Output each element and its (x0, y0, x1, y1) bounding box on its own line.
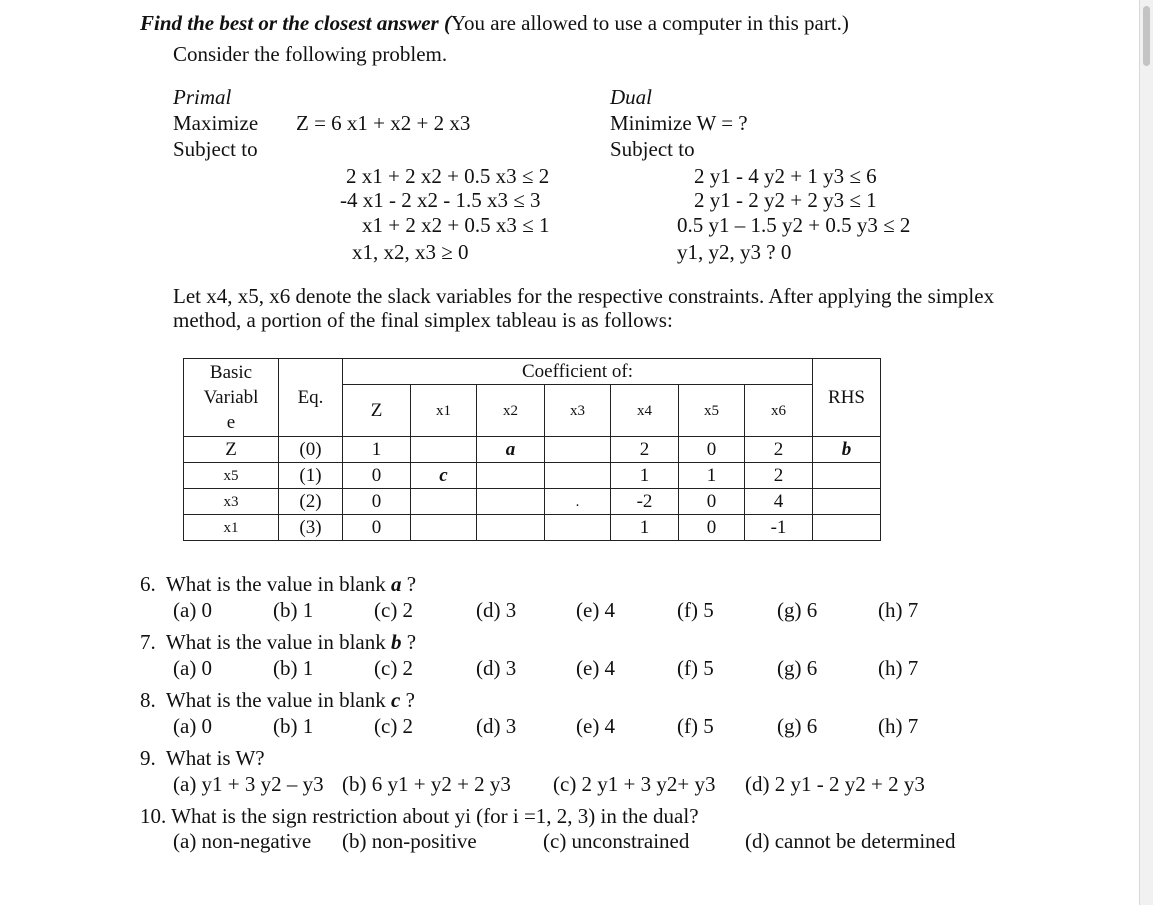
col-header-x6: x6 (745, 385, 813, 437)
option: (f) 5 (677, 598, 714, 622)
slack-text-line: method, a portion of the final simplex tableau is as follows: (173, 308, 673, 332)
dual-constraint: 2 y1 - 4 y2 + 1 y3 ≤ 6 (694, 164, 877, 188)
option: (a) y1 + 3 y2 – y3 (173, 772, 324, 796)
blank-c: c (411, 463, 477, 489)
basic-variable-header: Basic Variabl e (184, 359, 279, 437)
option: (a) 0 (173, 598, 213, 622)
option: (d) 3 (476, 656, 517, 680)
rhs-header: RHS (813, 359, 881, 437)
option: (c) 2 (374, 714, 414, 738)
option: (c) 2 (374, 656, 414, 680)
eq-header: Eq. (279, 359, 343, 437)
col-header-z: Z (343, 385, 411, 437)
option: (g) 6 (777, 714, 818, 738)
primal-subject-to: Subject to (173, 137, 258, 161)
option: (d) cannot be determined (745, 829, 956, 853)
option: (a) 0 (173, 714, 213, 738)
question-6: 6. What is the value in blank a ? (140, 572, 417, 596)
dual-subject-to: Subject to (610, 137, 695, 161)
option: (d) 3 (476, 598, 517, 622)
option: (g) 6 (777, 598, 818, 622)
option: (a) non-negative (173, 829, 312, 853)
col-header-x1: x1 (411, 385, 477, 437)
dual-label: Dual (610, 85, 652, 109)
primal-label: Primal (173, 85, 232, 109)
option: (c) 2 (374, 598, 414, 622)
scrollbar-thumb[interactable] (1143, 6, 1150, 66)
question-8: 8. What is the value in blank c ? (140, 688, 415, 712)
table-row: x1 (3) 0 1 0 -1 (184, 515, 881, 541)
primal-objective: Z = 6 x1 + x2 + 2 x3 (296, 111, 471, 135)
table-row: Z (0) 1 a 2 0 2 b (184, 437, 881, 463)
option: (b) 1 (273, 598, 314, 622)
question-9: 9. What is W? (140, 746, 265, 770)
instruction-bold: Find the best or the closest answer ( (140, 11, 451, 35)
primal-constraint: x1 + 2 x2 + 0.5 x3 ≤ 1 (362, 213, 550, 237)
blank-a: a (477, 437, 545, 463)
instruction-line (140, 11, 849, 35)
option: (b) non-positive (342, 829, 477, 853)
option: (f) 5 (677, 714, 714, 738)
option: (d) 3 (476, 714, 517, 738)
dual-constraint: 2 y1 - 2 y2 + 2 y3 ≤ 1 (694, 188, 877, 212)
intro-text: Consider the following problem. (173, 42, 448, 66)
option: (a) 0 (173, 656, 213, 680)
slack-text-line: Let x4, x5, x6 denote the slack variables for the respective constraints. After applying the simplex (173, 284, 995, 308)
vertical-scrollbar[interactable] (1139, 0, 1153, 905)
instruction-rest: You are allowed to use a computer in this part.) (450, 11, 849, 35)
option: (h) 7 (878, 598, 919, 622)
option: (e) 4 (576, 714, 616, 738)
primal-nonneg: x1, x2, x3 ≥ 0 (352, 240, 469, 264)
dual-sign: y1, y2, y3 ? 0 (677, 240, 792, 264)
question-7: 7. What is the value in blank b ? (140, 630, 417, 654)
question-10: 10. What is the sign restriction about yi (for i =1, 2, 3) in the dual? (140, 804, 699, 828)
col-header-x5: x5 (679, 385, 745, 437)
dual-minimize: Minimize W = ? (610, 111, 748, 135)
option: (c) unconstrained (543, 829, 690, 853)
table-row: x5 (1) 0 c 1 1 2 (184, 463, 881, 489)
simplex-tableau (183, 358, 881, 541)
option: (b) 1 (273, 714, 314, 738)
col-header-x4: x4 (611, 385, 679, 437)
coefficient-header: Coefficient of: (343, 359, 813, 385)
blank-b: b (813, 437, 881, 463)
option: (d) 2 y1 - 2 y2 + 2 y3 (745, 772, 925, 796)
col-header-x2: x2 (477, 385, 545, 437)
primal-constraint: -4 x1 - 2 x2 - 1.5 x3 ≤ 3 (340, 188, 541, 212)
dual-constraint: 0.5 y1 – 1.5 y2 + 0.5 y3 ≤ 2 (677, 213, 911, 237)
option: (b) 1 (273, 656, 314, 680)
option: (e) 4 (576, 598, 616, 622)
option: (e) 4 (576, 656, 616, 680)
primal-constraint: 2 x1 + 2 x2 + 0.5 x3 ≤ 2 (346, 164, 550, 188)
option: (h) 7 (878, 656, 919, 680)
option: (c) 2 y1 + 3 y2+ y3 (553, 772, 716, 796)
option: (f) 5 (677, 656, 714, 680)
table-row: x3 (2) 0 . -2 0 4 (184, 489, 881, 515)
option: (b) 6 y1 + y2 + 2 y3 (342, 772, 511, 796)
option: (g) 6 (777, 656, 818, 680)
col-header-x3: x3 (545, 385, 611, 437)
option: (h) 7 (878, 714, 919, 738)
primal-maximize: Maximize (173, 111, 259, 135)
